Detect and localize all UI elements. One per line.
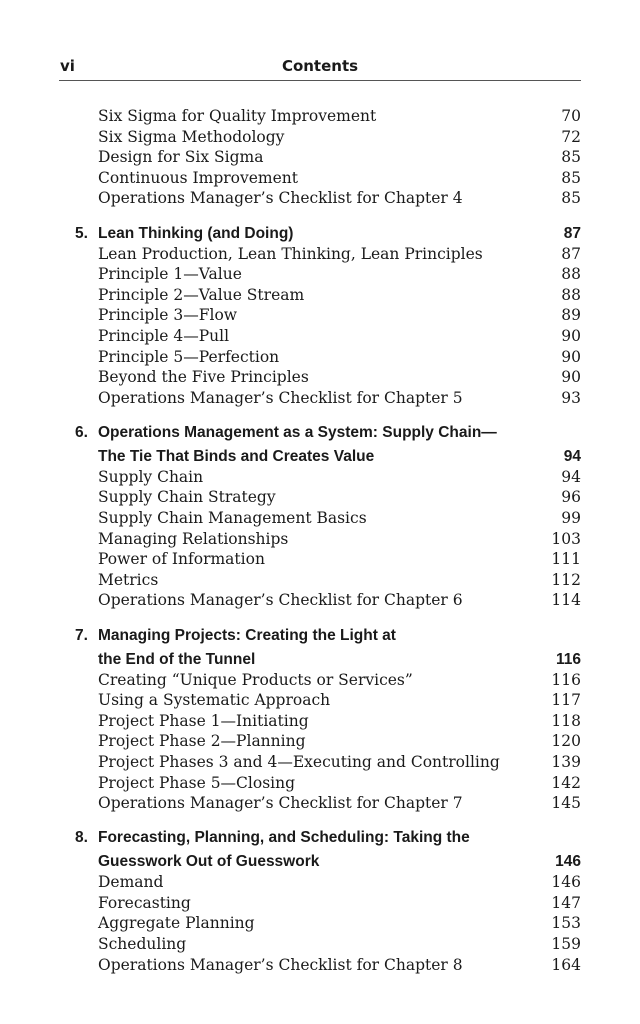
- chapter-heading: [75, 826, 581, 874]
- toc-entry-title: Operations Manager’s Checklist for Chapter 6: [98, 591, 463, 610]
- toc-entry-title: Beyond the Five Principles: [98, 368, 309, 387]
- toc-entry-title: Continuous Improvement: [98, 168, 299, 187]
- toc-entry-page: 164: [551, 955, 581, 974]
- toc-entry-page: 88: [561, 285, 581, 304]
- toc-entry: [98, 773, 581, 794]
- toc-entry: [98, 127, 581, 148]
- toc-entry-page: 85: [561, 148, 581, 167]
- toc-entry-page: 90: [561, 326, 581, 345]
- toc-entry-page: 112: [551, 570, 581, 589]
- toc-entry-title: Supply Chain Strategy: [98, 488, 276, 507]
- toc-entry: [98, 508, 581, 529]
- toc-entry-page: 111: [551, 550, 581, 569]
- toc-entry-title: Six Sigma for Quality Improvement: [98, 107, 377, 125]
- toc-entry-page: 147: [551, 893, 581, 912]
- toc-entry-title: Lean Production, Lean Thinking, Lean Principles: [98, 244, 483, 263]
- toc-entry-title: Using a Systematic Approach: [98, 691, 331, 710]
- toc-entry-page: 85: [561, 189, 581, 208]
- header-title: Contents: [281, 57, 359, 75]
- toc-entry-title: Demand: [98, 873, 164, 892]
- chapter-title-line: Lean Thinking (and Doing): [98, 224, 294, 242]
- toc-entry-title: Aggregate Planning: [98, 914, 255, 933]
- toc-entry-page: 99: [561, 509, 581, 527]
- toc-entry-page: 145: [551, 794, 581, 813]
- toc-entry: [98, 168, 581, 189]
- toc-entry: [98, 934, 581, 955]
- toc-entry-title: Scheduling: [98, 935, 187, 953]
- toc-entry: [98, 529, 581, 550]
- toc-entry-title: Project Phase 1—Initiating: [98, 711, 309, 730]
- toc-entry: [98, 955, 581, 976]
- toc-entry-title: Operations Manager’s Checklist for Chapter 5: [98, 388, 463, 407]
- toc-entry: [98, 913, 581, 934]
- chapter-heading: [75, 222, 581, 246]
- toc-entry: [98, 711, 581, 732]
- toc-entry: [98, 106, 581, 127]
- toc-entry: [98, 549, 581, 570]
- chapter-number: 5.: [75, 224, 88, 242]
- chapter-page: 87: [563, 224, 581, 242]
- toc-entry-page: 93: [561, 388, 581, 407]
- chapter-number: 7.: [75, 626, 88, 644]
- chapter-title-line: Guesswork Out of Guesswork: [98, 853, 320, 871]
- toc-entry-page: 88: [561, 265, 581, 284]
- toc-entry-title: Power of Information: [98, 550, 265, 569]
- toc-entry: [98, 264, 581, 285]
- chapter-title-line: the End of the Tunnel: [98, 650, 256, 668]
- toc-entry-page: 89: [561, 306, 581, 325]
- toc-entry: [98, 285, 581, 306]
- toc-entry: [98, 752, 581, 773]
- toc-entry-title: Supply Chain Management Basics: [98, 509, 367, 527]
- toc-entry: [98, 793, 581, 814]
- chapter-number: 8.: [75, 829, 88, 847]
- chapter-title-line: Forecasting, Planning, and Scheduling: Taking the: [98, 829, 470, 847]
- toc-entry-title: Metrics: [98, 570, 159, 589]
- toc-entry: [98, 467, 581, 488]
- toc-entry-title: Project Phase 5—Closing: [98, 773, 296, 792]
- toc-entry-page: 70: [561, 107, 581, 125]
- toc-entry: [98, 487, 581, 508]
- toc-entry-page: 159: [551, 935, 581, 953]
- toc-entry-page: 116: [551, 670, 581, 689]
- toc-entry-title: Managing Relationships: [98, 529, 289, 548]
- toc-entry-title: Principle 3—Flow: [98, 306, 238, 325]
- toc-entry-title: Principle 5—Perfection: [98, 347, 280, 366]
- toc-entry-page: 103: [551, 529, 581, 548]
- toc-entry-title: Creating “Unique Products or Services”: [98, 670, 413, 689]
- chapter-title-line: The Tie That Binds and Creates Value: [98, 447, 375, 465]
- toc-entry-title: Forecasting: [98, 893, 191, 912]
- toc-entry: [98, 147, 581, 168]
- chapter-page: 146: [555, 853, 581, 871]
- toc-entry-page: 146: [551, 873, 581, 892]
- toc-entry: [98, 872, 581, 893]
- toc-entry: [98, 326, 581, 347]
- toc-entry-title: Project Phase 2—Planning: [98, 732, 306, 751]
- toc-entry: [98, 188, 581, 209]
- toc-entry-title: Operations Manager’s Checklist for Chapter 8: [98, 955, 463, 974]
- toc-entry-page: 139: [551, 752, 581, 771]
- toc-entry-page: 117: [551, 691, 581, 710]
- toc-entry: [98, 570, 581, 591]
- toc-entry-title: Design for Six Sigma: [98, 148, 264, 167]
- toc-entry: [98, 367, 581, 388]
- toc-entry-page: 90: [561, 347, 581, 366]
- toc-entry: [98, 347, 581, 368]
- toc-entry-title: Principle 4—Pull: [98, 326, 230, 345]
- toc-entry: [98, 244, 581, 265]
- chapter-title-line: Managing Projects: Creating the Light at: [98, 626, 396, 644]
- toc-entry-title: Principle 1—Value: [98, 265, 242, 284]
- chapter-heading: [75, 624, 581, 672]
- toc-entry-page: 85: [561, 168, 581, 187]
- chapter-page: 116: [555, 650, 581, 668]
- toc-entry-title: Project Phases 3 and 4—Executing and Controlling: [98, 752, 500, 771]
- toc-entry-title: Principle 2—Value Stream: [98, 285, 305, 304]
- toc-entry-title: Six Sigma Methodology: [98, 127, 285, 146]
- header-page-number: vi: [60, 57, 75, 75]
- toc-entry-page: 94: [561, 467, 581, 486]
- toc-entry: [98, 388, 581, 409]
- toc-entry-title: Supply Chain: [98, 467, 204, 486]
- chapter-number: 6.: [75, 423, 88, 441]
- toc-entry-page: 90: [561, 368, 581, 387]
- toc-entry-page: 120: [551, 732, 581, 751]
- toc-entry: [98, 731, 581, 752]
- chapter-heading: [75, 421, 581, 469]
- toc-entry: [98, 893, 581, 914]
- toc-entry: [98, 690, 581, 711]
- running-header: [59, 56, 581, 81]
- chapter-title-line: Operations Management as a System: Supply Chain—: [98, 423, 497, 441]
- toc-entry-page: 87: [561, 244, 581, 263]
- toc-entry-title: Operations Manager’s Checklist for Chapter 7: [98, 794, 463, 813]
- toc-entry-page: 72: [561, 127, 581, 146]
- toc-entry-page: 142: [551, 773, 581, 792]
- toc-entry-title: Operations Manager’s Checklist for Chapter 4: [98, 189, 463, 208]
- toc-entry-page: 118: [551, 711, 581, 730]
- toc-entry-page: 96: [561, 488, 581, 507]
- toc-entry: [98, 670, 581, 691]
- toc-entry: [98, 590, 581, 611]
- toc-entry-page: 114: [551, 591, 581, 610]
- toc-entry: [98, 305, 581, 326]
- toc-entry-page: 153: [551, 914, 581, 933]
- chapter-page: 94: [563, 447, 581, 465]
